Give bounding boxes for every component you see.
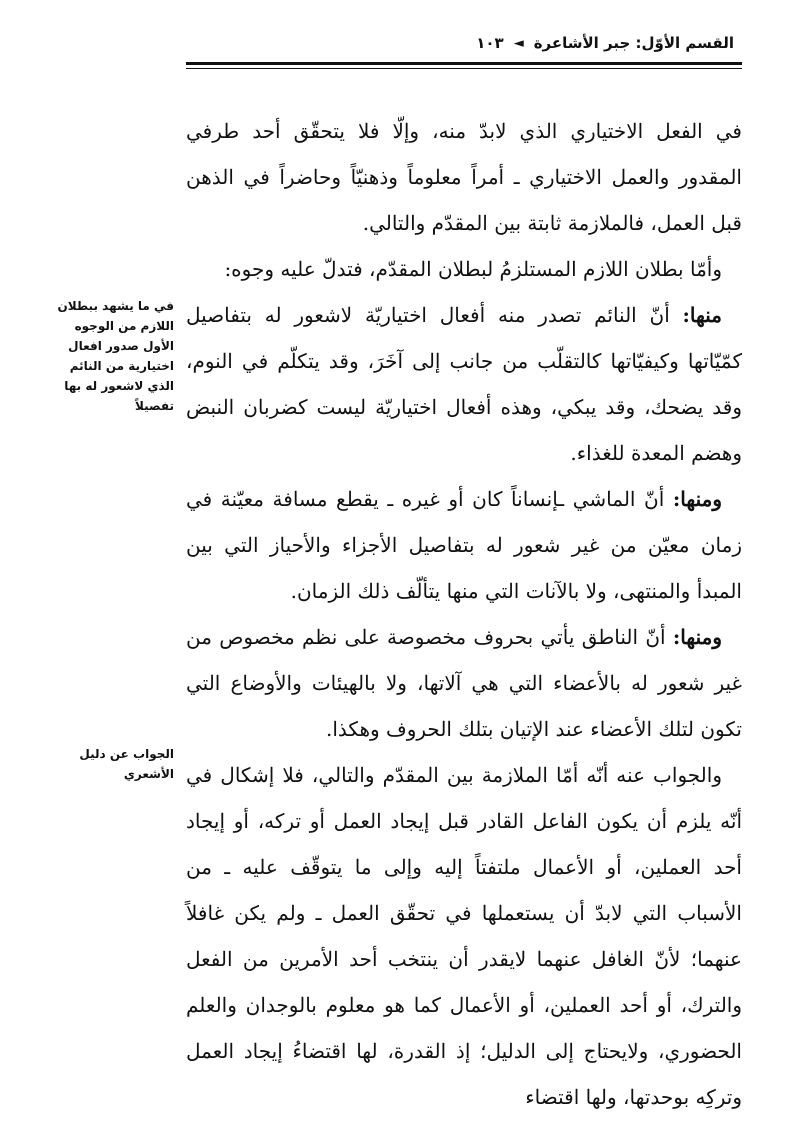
- paragraph-text: والجواب عنه أنّه أمّا الملازمة بين المقدّم والتالي، فلا إشكال في أنّه يلزم أن يكون الفاعل القادر قبل إيجاد العمل أو تركه، أو إيجاد أحد العملين، أو الأعمال ملتفتاً إليه وإلى ما يتوقّف عليه ـ من الأسباب التي لابدّ أن يستعملها في تحقّق العمل ـ ولم يكن غافلاً عنهما؛ لأنّ الغافل عنهما لايقدر أن ينتخب أحد الأمرين من الفعل والترك، أو أحد العملين، أو الأعمال كما هو معلوم بالوجدان والعلم الحضوري، ولايحتاج إلى الدليل؛ إذ القدرة، لها اقتضاءُ إيجاد العمل وتركِه بوحدتها، ولها اقتضاء: [186, 763, 742, 1109]
- header-rule-thin: [186, 68, 742, 69]
- main-text: [186, 108, 742, 1120]
- pointer-icon: ◄: [513, 35, 524, 51]
- paragraph-text: في الفعل الاختياري الذي لابدّ منه، وإلّا فلا يتحقّق أحد طرفي المقدور والعمل الاختياري ـ أمراً معلوماً وذهنيّاً وحاضراً في الذهن قبل العمل، فالملازمة ثابتة بين المقدّم والتالي.: [186, 119, 742, 235]
- running-header: [186, 28, 734, 58]
- paragraph-lead: ومنها:: [672, 625, 722, 649]
- paragraph-text: أنّ الناطق يأتي بحروف مخصوصة على نظم مخصوص من غير شعور له بالأعضاء التي هي آلاتها، ولا بالهيئات والأوضاع التي تكون لتلك الأعضاء عند الإتيان بتلك الحروف وهكذا.: [186, 625, 742, 741]
- paragraph-2: [186, 246, 742, 292]
- paragraph-lead: منها:: [682, 303, 722, 327]
- paragraph-text: وأمّا بطلان اللازم المستلزمُ لبطلان المقدّم، فتدلّ عليه وجوه:: [224, 257, 722, 281]
- paragraph-6: [186, 752, 742, 1120]
- margin-note-2: الجواب عن دليل الأشعري: [79, 747, 174, 781]
- paragraph-3: [186, 292, 742, 476]
- paragraph-4: [186, 476, 742, 614]
- paragraph-5: [186, 614, 742, 752]
- margin-note-1: في ما يشهد ببطلان اللازم من الوجوه الأول صدور افعال اختيارية من النائم الذي لاشعور له بها تفصيلاً: [57, 299, 174, 413]
- paragraph-text: أنّ الماشي ـإنساناً كان أو غيره ـ يقطع مسافة معيّنة في زمان معيّن من غير شعور له بتفاصيل الأجزاء والأحياز التي بين المبدأ والمنتهى، ولا بالآنات التي منها يتألّف ذلك الزمان.: [186, 487, 742, 603]
- header-rule: [186, 62, 742, 65]
- paragraph-text: أنّ النائم تصدر منه أفعال اختياريّة لاشعور له بتفاصيل كمّيّاتها وكيفيّاتها كالتقلّب من جانب إلى آخَرَ، وقد يتكلّم في النوم، وقد يضحك، وقد يبكي، وهذه أفعال اختياريّة ليست كضربان النبض وهضم المعدة للغذاء.: [186, 303, 742, 465]
- paragraph-1: [186, 108, 742, 246]
- header-title: القسم الأوّل: جبر الأشاعرة: [533, 34, 734, 52]
- page-number: ١٠٣: [476, 34, 504, 52]
- paragraph-lead: ومنها:: [672, 487, 722, 511]
